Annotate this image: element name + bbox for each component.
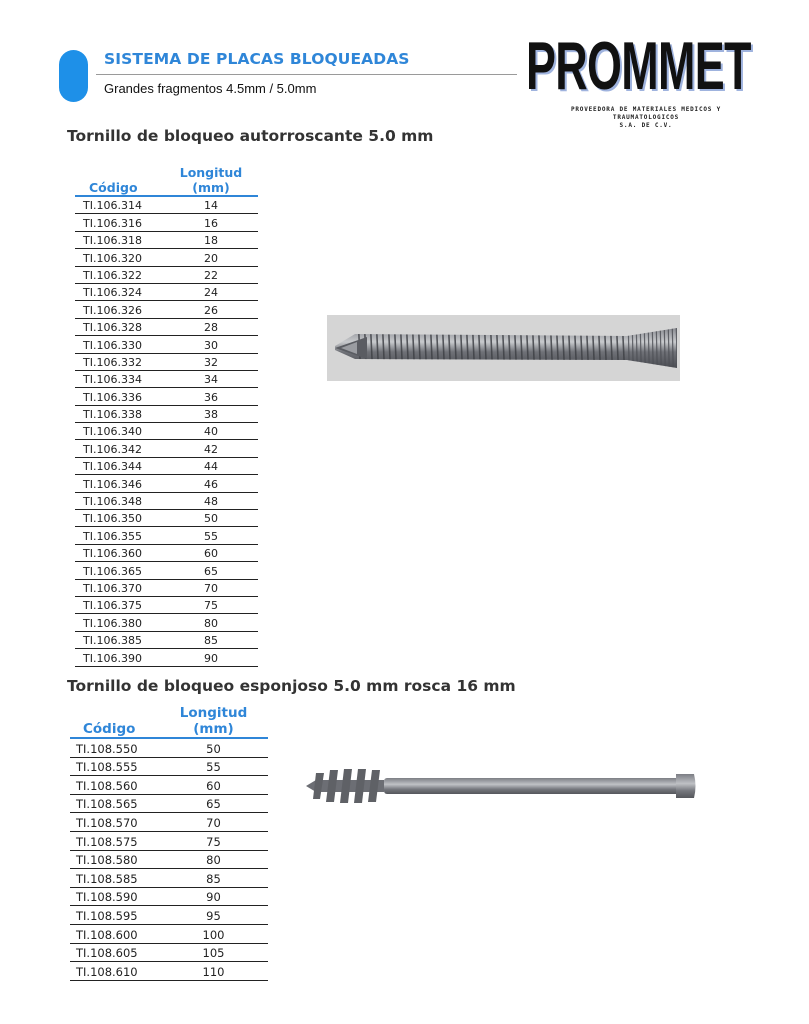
cell-code: TI.106.360	[75, 544, 164, 561]
cell-length: 30	[164, 336, 258, 353]
cell-code: TI.108.600	[70, 924, 159, 943]
table-row	[75, 596, 258, 613]
table-row	[75, 301, 258, 318]
cell-length: 42	[164, 440, 258, 457]
cell-code: TI.108.610	[70, 962, 159, 981]
cell-code: TI.108.565	[70, 794, 159, 813]
cancellous-screw-image	[304, 765, 699, 807]
cancellous-screw-table	[70, 705, 268, 981]
table-row	[70, 831, 268, 850]
cell-length: 55	[159, 757, 268, 776]
cell-length: 20	[164, 249, 258, 266]
header-accent-pill	[59, 50, 88, 102]
cell-code: TI.106.332	[75, 353, 164, 370]
cell-code: TI.106.348	[75, 492, 164, 509]
cell-code: TI.106.344	[75, 457, 164, 474]
cell-code: TI.106.322	[75, 266, 164, 283]
table-row	[75, 231, 258, 248]
cell-length: 75	[159, 831, 268, 850]
table-row	[75, 649, 258, 666]
table-row	[75, 266, 258, 283]
cell-code: TI.108.590	[70, 887, 159, 906]
table-row	[75, 527, 258, 544]
screw-body	[306, 769, 696, 803]
table-row	[75, 318, 258, 335]
cell-code: TI.106.316	[75, 214, 164, 231]
cell-length: 28	[164, 318, 258, 335]
cell-code: TI.108.575	[70, 831, 159, 850]
cell-code: TI.106.328	[75, 318, 164, 335]
cell-length: 48	[164, 492, 258, 509]
cell-code: TI.106.314	[75, 196, 164, 214]
section-title-self-tapping-screw: Tornillo de bloqueo autorroscante 5.0 mm	[67, 127, 434, 145]
cell-length: 100	[159, 924, 268, 943]
cell-code: TI.106.390	[75, 649, 164, 666]
brand-tagline-line1: PROVEEDORA DE MATERIALES MEDICOS Y TRAUMATOLOGICOS	[570, 106, 722, 121]
table-row	[75, 579, 258, 596]
table-row	[75, 492, 258, 509]
cell-code: TI.108.550	[70, 738, 159, 757]
cell-code: TI.106.346	[75, 475, 164, 492]
table-row	[75, 249, 258, 266]
cell-code: TI.108.560	[70, 776, 159, 795]
cell-length: 34	[164, 370, 258, 387]
cell-length: 26	[164, 301, 258, 318]
cell-code: TI.106.385	[75, 631, 164, 648]
cell-code: TI.106.330	[75, 336, 164, 353]
cell-length: 65	[164, 562, 258, 579]
cell-code: TI.106.350	[75, 510, 164, 527]
cell-code: TI.106.334	[75, 370, 164, 387]
cell-code: TI.108.605	[70, 943, 159, 962]
table-row	[75, 283, 258, 300]
table-row	[75, 353, 258, 370]
table-row	[75, 336, 258, 353]
section-title-cancellous-screw: Tornillo de bloqueo esponjoso 5.0 mm rosca 16 mm	[67, 677, 516, 695]
cell-code: TI.108.570	[70, 813, 159, 832]
table-row	[70, 869, 268, 888]
table-row	[75, 475, 258, 492]
page-subtitle: Grandes fragmentos 4.5mm / 5.0mm	[104, 81, 317, 96]
cell-code: TI.106.318	[75, 231, 164, 248]
table-row	[70, 813, 268, 832]
cell-length: 14	[164, 196, 258, 214]
cell-code: TI.106.338	[75, 405, 164, 422]
table-row	[75, 370, 258, 387]
brand-tagline	[540, 106, 752, 130]
table-row	[75, 614, 258, 631]
cell-length: 70	[159, 813, 268, 832]
cell-length: 36	[164, 388, 258, 405]
cell-length: 60	[159, 776, 268, 795]
table-row	[70, 738, 268, 757]
cell-length: 18	[164, 231, 258, 248]
column-header-length: Longitud (mm)	[159, 705, 268, 738]
cell-length: 85	[164, 631, 258, 648]
cell-length: 95	[159, 906, 268, 925]
cell-code: TI.106.380	[75, 614, 164, 631]
page-title: SISTEMA DE PLACAS BLOQUEADAS	[104, 50, 410, 68]
cell-length: 90	[164, 649, 258, 666]
table-header-row	[75, 165, 258, 196]
brand-logo: PROMMET	[526, 28, 751, 104]
header-divider	[96, 74, 517, 75]
table-row	[70, 906, 268, 925]
cell-length: 60	[164, 544, 258, 561]
cell-length: 50	[164, 510, 258, 527]
cell-code: TI.106.320	[75, 249, 164, 266]
table-row	[75, 631, 258, 648]
column-header-code: Código	[75, 165, 164, 196]
cell-length: 55	[164, 527, 258, 544]
table-row	[75, 457, 258, 474]
cell-code: TI.106.355	[75, 527, 164, 544]
cell-length: 80	[164, 614, 258, 631]
cell-length: 38	[164, 405, 258, 422]
cell-length: 32	[164, 353, 258, 370]
cell-length: 44	[164, 457, 258, 474]
cell-code: TI.108.555	[70, 757, 159, 776]
cell-code: TI.106.324	[75, 283, 164, 300]
table-row	[75, 423, 258, 440]
table-row	[70, 887, 268, 906]
table-row	[70, 794, 268, 813]
cell-code: TI.106.375	[75, 596, 164, 613]
table-header-row	[70, 705, 268, 738]
cell-length: 16	[164, 214, 258, 231]
cell-length: 75	[164, 596, 258, 613]
cell-code: TI.106.342	[75, 440, 164, 457]
cell-code: TI.106.326	[75, 301, 164, 318]
cell-code: TI.106.365	[75, 562, 164, 579]
cell-length: 65	[159, 794, 268, 813]
table-row	[75, 562, 258, 579]
cell-length: 70	[164, 579, 258, 596]
table-row	[75, 196, 258, 214]
table-row	[70, 776, 268, 795]
column-header-length: Longitud (mm)	[164, 165, 258, 196]
table-row	[75, 510, 258, 527]
cell-length: 105	[159, 943, 268, 962]
table-row	[70, 943, 268, 962]
brand-tagline-line2: S.A. DE C.V.	[619, 122, 673, 129]
cell-code: TI.106.370	[75, 579, 164, 596]
cell-length: 24	[164, 283, 258, 300]
table-body	[75, 196, 258, 666]
cell-length: 110	[159, 962, 268, 981]
cell-code: TI.108.595	[70, 906, 159, 925]
table-row	[75, 388, 258, 405]
column-header-code: Código	[70, 705, 159, 738]
table-body	[70, 738, 268, 980]
cell-length: 90	[159, 887, 268, 906]
cell-length: 50	[159, 738, 268, 757]
table-row	[70, 962, 268, 981]
table-row	[75, 405, 258, 422]
cell-length: 22	[164, 266, 258, 283]
cell-length: 46	[164, 475, 258, 492]
table-row	[70, 850, 268, 869]
table-row	[75, 214, 258, 231]
cell-length: 85	[159, 869, 268, 888]
table-row	[75, 440, 258, 457]
cell-length: 80	[159, 850, 268, 869]
cell-code: TI.106.336	[75, 388, 164, 405]
cell-code: TI.108.580	[70, 850, 159, 869]
cell-code: TI.106.340	[75, 423, 164, 440]
self-tapping-screw-table	[75, 165, 258, 667]
table-row	[75, 544, 258, 561]
table-row	[70, 924, 268, 943]
cell-length: 40	[164, 423, 258, 440]
self-tapping-screw-image	[327, 315, 680, 381]
cell-code: TI.108.585	[70, 869, 159, 888]
table-row	[70, 757, 268, 776]
